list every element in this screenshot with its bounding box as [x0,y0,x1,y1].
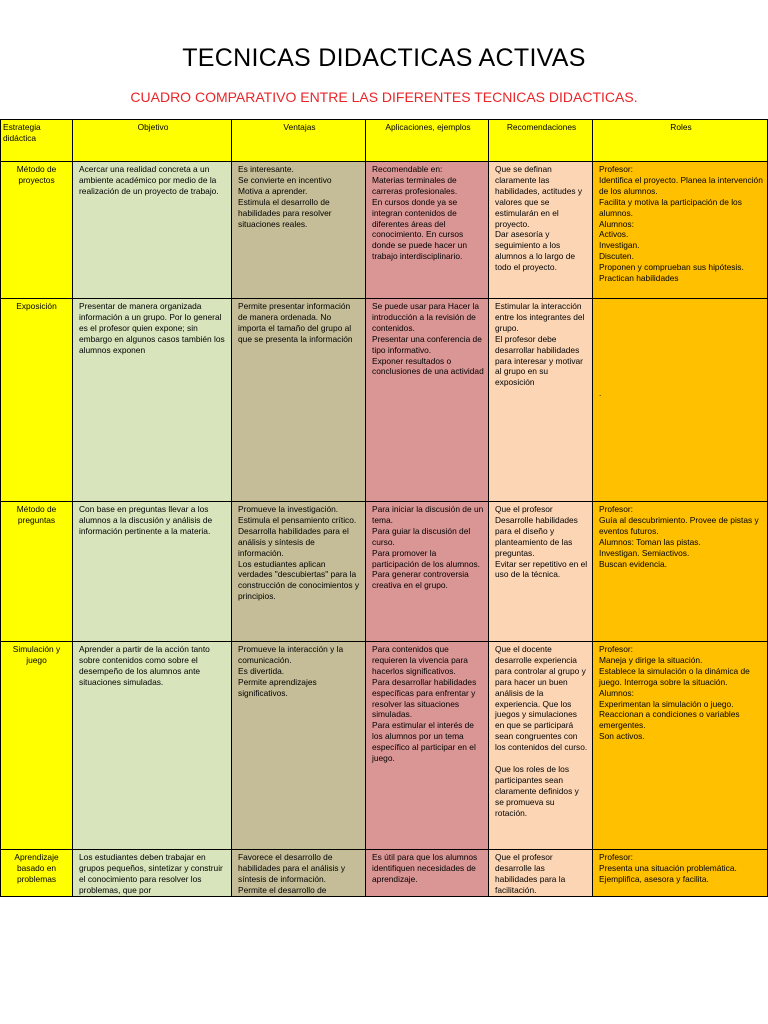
table-row [1,642,768,850]
cell-applications: Para contenidos que requieren la vivencia para hacerlos significativos. Para desarrollar habilidades específicas para enfrentar y resolver las situaciones simuladas. Para estimular el interés de los alumnos por un tema específico al participar en el juego. [366,642,489,850]
cell-strategy: Simulación y juego [1,642,73,850]
table-row [1,502,768,642]
header-objective: Objetivo [73,120,232,162]
cell-advantages: Promueve la investigación. Estimula el pensamiento crítico. Desarrolla habilidades para el análisis y síntesis de información. Los estudiantes aplican verdades "descubiertas" para la construcción de conocimientos y principios. [232,502,366,642]
page-title: TECNICAS DIDACTICAS ACTIVAS [182,44,586,72]
cell-advantages: Favorece el desarrollo de habilidades para el análisis y síntesis de información. Permite el desarrollo de [232,850,366,897]
cell-strategy: Exposición [1,299,73,502]
cell-advantages: Es interesante. Se convierte en incentivo Motiva a aprender. Estimula el desarrollo de habilidades para resolver situaciones reales. [232,162,366,299]
cell-advantages: Permite presentar información de manera ordenada. No importa el tamaño del grupo al que se presenta la información [232,299,366,502]
cell-objective: Acercar una realidad concreta a un ambiente académico por medio de la realización de un proyecto de trabajo. [73,162,232,299]
cell-objective: Con base en preguntas llevar a los alumnos a la discusión y análisis de información pertinente a la materia. [73,502,232,642]
cell-strategy: Aprendizaje basado en problemas [1,850,73,897]
cell-roles: . [593,299,768,502]
cell-recommendations: Que el profesor Desarrolle habilidades para el diseño y planteamiento de las preguntas. Evitar ser repetitivo en el uso de la técnica. [489,502,593,642]
cell-recommendations: Estimular la interacción entre los integrantes del grupo. El profesor debe desarrollar habilidades para interesar y motivar al grupo en su exposición [489,299,593,502]
page-subtitle: CUADRO COMPARATIVO ENTRE LAS DIFERENTES TECNICAS DIDACTICAS. [130,89,638,105]
cell-applications: Es útil para que los alumnos identifiquen necesidades de aprendizaje. [366,850,489,897]
cell-advantages: Promueve la interacción y la comunicación. Es divertida. Permite aprendizajes significativos. [232,642,366,850]
cell-roles: Profesor: Identifica el proyecto. Planea la intervención de los alumnos. Facilita y motiva la participación de los alumnos. Alumnos: Activos. Investigan. Discuten. Proponen y comprueban sus hipótesis. Practican habilidades [593,162,768,299]
cell-objective: Aprender a partir de la acción tanto sobre contenidos como sobre el desempeño de los alumnos ante situaciones simuladas. [73,642,232,850]
table-row [1,299,768,502]
cell-applications: Para iniciar la discusión de un tema. Para guiar la discusión del curso. Para promover la participación de los alumnos. Para generar controversia creativa en el grupo. [366,502,489,642]
cell-roles: Profesor: Maneja y dirige la situación. Establece la simulación o la dinámica de juego. Interroga sobre la situación. Alumnos: Experimentan la simulación o juego. Reaccionan a condiciones o variables emergentes. Son activos. [593,642,768,850]
cell-recommendations: Que el docente desarrolle experiencia para controlar al grupo y para hacer un buen análisis de la experiencia. Que los juegos y simulaciones en que se participará sean congruentes con los contenidos del curso. Que los roles de los participantes sean claramente definidos y se promueva su rotación. [489,642,593,850]
header-recommendations: Recomendaciones [489,120,593,162]
cell-objective: Los estudiantes deben trabajar en grupos pequeños, sintetizar y construir el conocimiento para resolver los problemas, que por [73,850,232,897]
table-header-row [1,120,768,162]
comparison-table [0,119,768,897]
cell-roles: Profesor: Presenta una situación problemática. Ejemplifica, asesora y facilita. [593,850,768,897]
header-advantages: Ventajas [232,120,366,162]
cell-applications: Se puede usar para Hacer la introducción a la revisión de contenidos. Presentar una conferencia de tipo informativo. Exponer resultados o conclusiones de una actividad [366,299,489,502]
cell-roles: Profesor: Guía al descubrimiento. Provee de pistas y eventos futuros. Alumnos: Toman las pistas. Investigan. Semiactivos. Buscan evidencia. [593,502,768,642]
header-strategy: Estrategia didáctica [1,120,73,162]
cell-strategy: Método de proyectos [1,162,73,299]
table-row [1,850,768,897]
cell-recommendations: Que se definan claramente las habilidades, actitudes y valores que se estimularán en el proyecto. Dar asesoría y seguimiento a los alumnos a lo largo de todo el proyecto. [489,162,593,299]
cell-applications: Recomendable en: Materias terminales de carreras profesionales. En cursos donde ya se integran contenidos de diferentes áreas del conocimiento. En cursos donde se puede hacer un trabajo interdisciplinario. [366,162,489,299]
header-roles: Roles [593,120,768,162]
cell-recommendations: Que el profesor desarrolle las habilidades para la facilitación. [489,850,593,897]
cell-objective: Presentar de manera organizada información a un grupo. Por lo general es el profesor quien expone; sin embargo en algunos casos también los alumnos exponen [73,299,232,502]
table-row [1,162,768,299]
cell-strategy: Método de preguntas [1,502,73,642]
header-applications: Aplicaciones, ejemplos [366,120,489,162]
